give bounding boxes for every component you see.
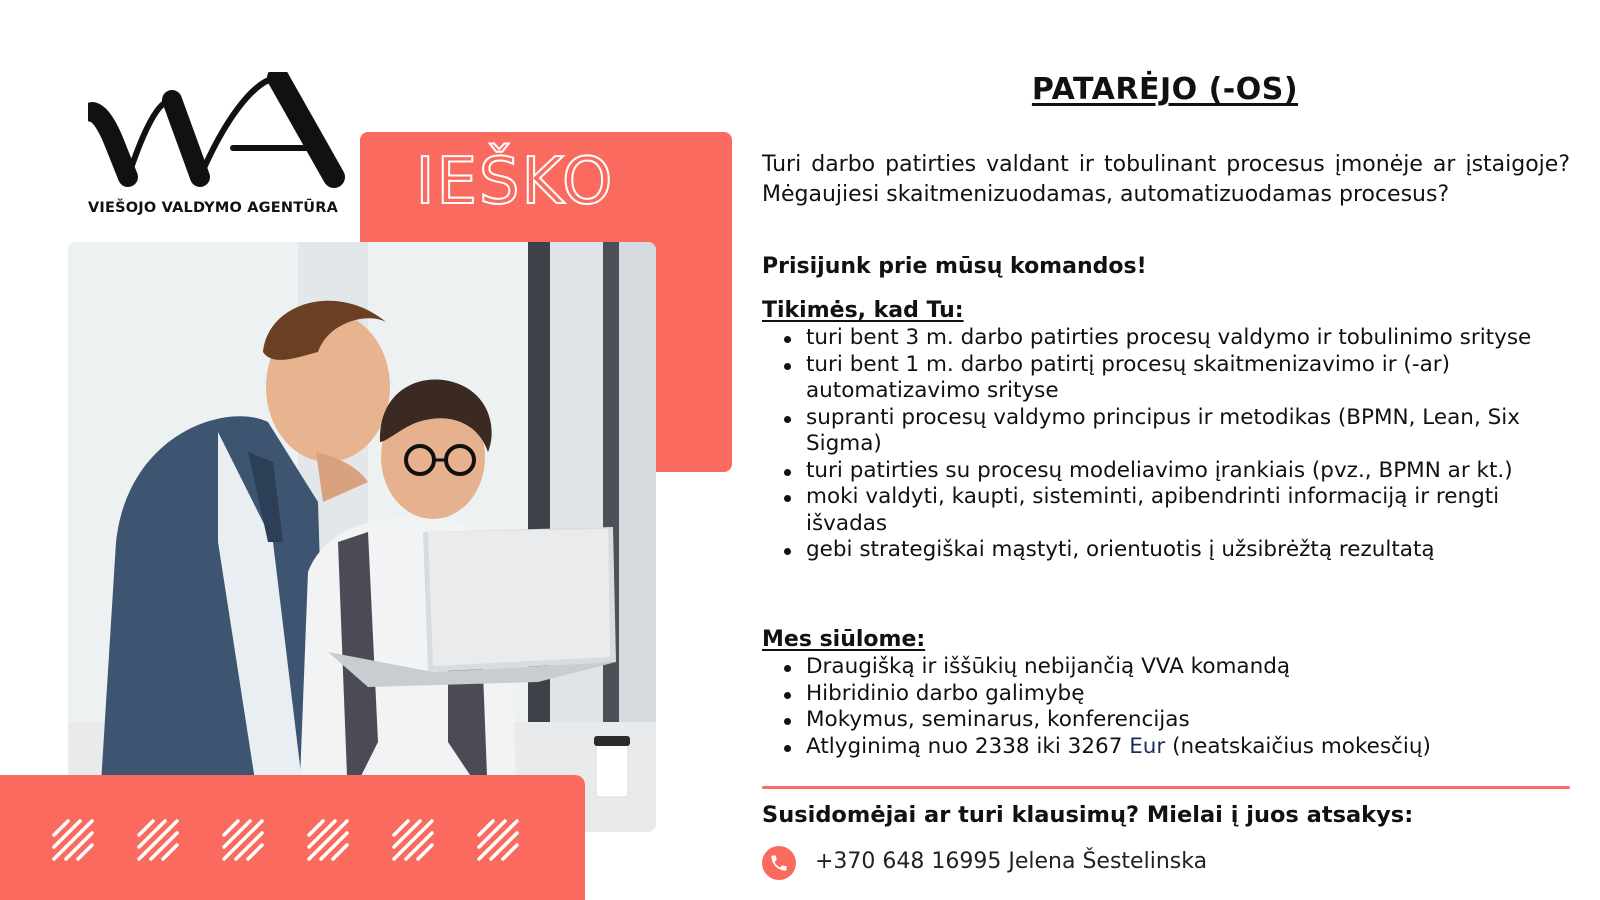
list-item: Draugišką ir iššūkių nebijančią VVA komandą — [762, 654, 1570, 681]
currency-label: Eur — [1129, 733, 1166, 759]
bullet-icon — [784, 548, 791, 555]
list-item: Mokymus, seminarus, konferencijas — [762, 707, 1570, 734]
requirements-list — [762, 325, 1570, 564]
job-intro: Turi darbo patirties valdant ir tobulinant procesus įmonėje ar įstaigoje? Mėgaujiesi skaitmenizuodamas, automatizuodamas procesus? — [762, 152, 1570, 207]
list-item: turi bent 1 m. darbo patirtį procesų skaitmenizavimo ir (-ar) automatizavimo srityse — [762, 352, 1570, 405]
hatch-pattern-icon — [135, 817, 181, 863]
phone-icon — [762, 846, 796, 880]
list-item: gebi strategiškai mąstyti, orientuotis į užsibrėžtą rezultatą — [762, 537, 1570, 564]
hatch-pattern-icon — [50, 817, 96, 863]
requirements-heading: Tikimės, kad Tu: — [762, 298, 964, 323]
hatch-pattern-icon — [305, 817, 351, 863]
contact-phone[interactable]: +370 648 16995 Jelena Šestelinska — [815, 849, 1208, 874]
call-to-action: Prisijunk prie mūsų komandos! — [762, 254, 1147, 279]
vva-logo — [88, 72, 358, 222]
job-title: PATARĖJO (-OS) — [1031, 72, 1299, 107]
vva-logo-mark — [88, 72, 348, 192]
logo-caption: VIEŠOJO VALDYMO AGENTŪRA — [88, 200, 339, 216]
bullet-icon — [784, 718, 791, 725]
list-item: Hibridinio darbo galimybę — [762, 681, 1570, 708]
offer-list — [762, 654, 1570, 760]
list-item: moki valdyti, kaupti, sisteminti, apibendrinti informaciją ir rengti išvadas — [762, 484, 1570, 537]
contact-question: Susidomėjai ar turi klausimų? Mielai į juos atsakys: — [762, 802, 1414, 828]
bullet-icon — [784, 745, 791, 752]
bullet-icon — [784, 336, 791, 343]
offer-heading: Mes siūlome: — [762, 627, 926, 652]
list-item: supranti procesų valdymo principus ir metodikas (BPMN, Lean, Six Sigma) — [762, 405, 1570, 458]
salary-item: Atlyginimą nuo 2338 iki 3267 Eur (neatskaičius mokesčių) — [762, 734, 1570, 761]
hatch-pattern-icon — [475, 817, 521, 863]
list-item: turi bent 3 m. darbo patirties procesų valdymo ir tobulinimo srityse — [762, 325, 1570, 352]
office-people-photo — [68, 242, 656, 832]
list-item: turi patirties su procesų modeliavimo įrankiais (pvz., BPMN ar kt.) — [762, 458, 1570, 485]
divider — [762, 786, 1570, 789]
bullet-icon — [784, 416, 791, 423]
hatch-pattern-icon — [390, 817, 436, 863]
bullet-icon — [784, 692, 791, 699]
bullet-icon — [784, 363, 791, 370]
bullet-icon — [784, 469, 791, 476]
bullet-icon — [784, 495, 791, 502]
hatch-pattern-icon — [220, 817, 266, 863]
bullet-icon — [784, 665, 791, 672]
banner-text: IEŠKO — [415, 145, 615, 219]
